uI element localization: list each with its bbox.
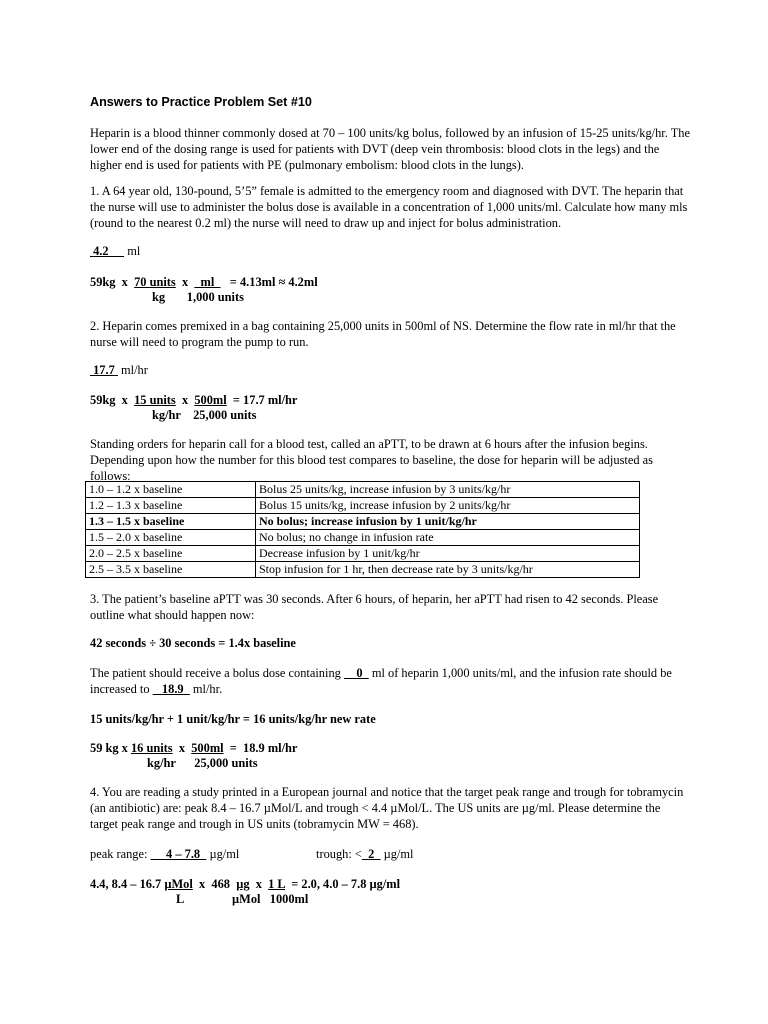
table-cell-action: Bolus 15 units/kg, increase infusion by 2 units/kg/hr (256, 498, 640, 514)
table-cell-range: 1.5 – 2.0 x baseline (86, 530, 256, 546)
q3-new-rate: 15 units/kg/hr + 1 unit/kg/hr = 16 units/kg/hr new rate (90, 712, 376, 726)
standing-orders-paragraph: Standing orders for heparin call for a blood test, called an aPTT, to be drawn at 6 hours after the infusion begins. Depending upon how the number for this blood test compares to baseline, the dose for heparin will be adjusted as follows: (90, 437, 653, 483)
table-cell-range: 1.3 – 1.5 x baseline (86, 514, 256, 530)
q2-answer-unit: ml/hr (121, 363, 148, 377)
q2-calculation: 59kg x 15 units x 500ml = 17.7 ml/hr (90, 393, 298, 407)
q4-calculation: 4.4, 8.4 – 16.7 µMol x 468 µg x 1 L = 2.0, 4.0 – 7.8 µg/ml (90, 877, 401, 891)
table-cell-action: Bolus 25 units/kg, increase infusion by 3 units/kg/hr (256, 482, 640, 498)
q1-calculation: 59kg x 70 units x ml = 4.13ml ≈ 4.2ml (90, 275, 318, 289)
q1-question: 1. A 64 year old, 130-pound, 5’5” female is admitted to the emergency room and diagnosed with DVT. The heparin that the nurse will use to administer the bolus dose is available in a concentration of 1,000 units/ml. Calculate how many mls (round to the nearest 0.2 ml) the nurse will need to draw up and inject for bolus administration. (90, 184, 688, 230)
q2-question: 2. Heparin comes premixed in a bag containing 25,000 units in 500ml of NS. Determine the flow rate in ml/hr that the nurse will need to program the pump to run. (90, 319, 676, 349)
table-cell-action: No bolus; no change in infusion rate (256, 530, 640, 546)
q3-calculation-denominator: kg/hr 25,000 units (147, 756, 258, 770)
q3-bolus-answer: 0 (356, 666, 363, 680)
table-cell-action: No bolus; increase infusion by 1 unit/kg/hr (256, 514, 640, 530)
heparin-adjustment-table (85, 481, 640, 578)
q3-calculation: 59 kg x 16 units x 500ml = 18.9 ml/hr (90, 741, 298, 755)
table-row (86, 498, 640, 514)
q2-answer-line (90, 362, 148, 378)
q1-answer-unit: ml (127, 244, 141, 258)
intro-paragraph: Heparin is a blood thinner commonly dosed at 70 – 100 units/kg bolus, followed by an infusion of 15-25 units/kg/hr. The lower end of the dosing range is used for patients with DVT (deep vein thrombosis: blood clots in the legs) and the higher end is used for patients with PE (pulmonary embolism: blood clots in the lungs). (90, 126, 690, 172)
q4-calculation-denominator-left: L (176, 892, 185, 906)
table-row (86, 482, 640, 498)
q1-answer-line (90, 243, 140, 259)
table-cell-range: 2.5 – 3.5 x baseline (86, 562, 256, 578)
q4-question: 4. You are reading a study printed in a European journal and notice that the target peak range and trough for tobramycin (an antibiotic) are: peak 8.4 – 16.7 µMol/L and trough < 4.4 µMol/L. The US units are µg/ml. Please determine the target peak range and trough in US units (tobramycin MW = 468). (90, 785, 684, 831)
table-row-highlighted (86, 514, 640, 530)
q1-answer: 4.2 (93, 244, 109, 258)
q3-question: 3. The patient’s baseline aPTT was 30 seconds. After 6 hours, of heparin, her aPTT had risen to 42 seconds. Please outline what should happen now: (90, 592, 659, 622)
q1-calculation-denominator: kg 1,000 units (152, 290, 244, 304)
table-row (86, 530, 640, 546)
q4-trough-answer: 2 (368, 847, 375, 861)
q4-trough-line: trough: < 2 µg/ml (316, 847, 414, 861)
table-cell-range: 1.0 – 1.2 x baseline (86, 482, 256, 498)
page-title: Answers to Practice Problem Set #10 (90, 95, 312, 109)
table-cell-range: 2.0 – 2.5 x baseline (86, 546, 256, 562)
q4-calculation-denominator-right: µMol 1000ml (232, 892, 309, 906)
table-cell-range: 1.2 – 1.3 x baseline (86, 498, 256, 514)
q2-answer: 17.7 (93, 363, 115, 377)
q4-peak-answer: 4 – 7.8 (166, 847, 201, 861)
table-cell-action: Stop infusion for 1 hr, then decrease rate by 3 units/kg/hr (256, 562, 640, 578)
table-row (86, 546, 640, 562)
table-row (86, 562, 640, 578)
q3-answer-paragraph: The patient should receive a bolus dose containing 0 ml of heparin 1,000 units/ml, and the infusion rate should be increased to 18.9 ml/hr. (90, 666, 672, 696)
q4-answer-line: peak range: 4 – 7.8 µg/ml (90, 847, 240, 861)
q3-rate-answer: 18.9 (161, 682, 184, 696)
q3-ratio: 42 seconds ÷ 30 seconds = 1.4x baseline (90, 636, 296, 650)
table-cell-action: Decrease infusion by 1 unit/kg/hr (256, 546, 640, 562)
q2-calculation-denominator: kg/hr 25,000 units (152, 408, 257, 422)
